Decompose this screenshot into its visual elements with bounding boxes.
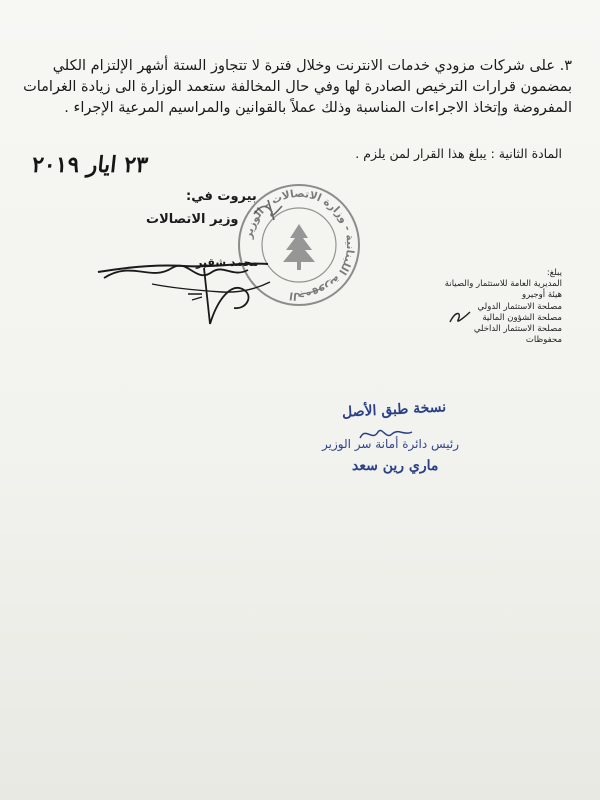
certified-copy-title: نسخة طبق الأصل — [341, 399, 447, 421]
list-item: مصلحة الاستثمار الداخلي — [473, 324, 562, 335]
signer-name: محمد شقير — [196, 256, 259, 269]
body-line: بمضمون قرارات الترخيص الصادرة لها وفي حال المخالفة ستعمد الوزارة الى زيادة الغرامات — [23, 79, 572, 95]
minister-title: وزير الاتصالات — [146, 212, 239, 227]
list-item: محفوظات — [525, 335, 562, 346]
seal-text: الجمهورية اللبنانية - وزارة الاتصالات - الوزير — [242, 187, 357, 303]
list-item: المديرية العامة للاستثمار والصيانة — [444, 279, 562, 290]
body-paragraph — [16, 56, 572, 119]
minister-signature — [92, 238, 282, 328]
initial-mark — [448, 308, 472, 326]
certified-copy-role: رئيس دائرة أمانة سر الوزير — [322, 437, 460, 451]
article-two: المادة الثانية : يبلغ هذا القرار لمن يلزم . — [355, 146, 562, 161]
list-item: مصلحة الشؤون المالية — [482, 312, 562, 323]
body-line: المفروضة وإتخاذ الاجراءات المناسبة وذلك عملاً بالقوانين والمراسيم المرعية الإجراء . — [64, 100, 572, 116]
certified-copy-name: ماري رين سعد — [352, 458, 439, 474]
list-item: مصلحة الاستثمار الدولي — [477, 301, 562, 312]
body-line: ٣. على شركات مزودي خدمات الانترنت وخلال فترة لا تتجاوز الستة أشهر الإلتزام الكلي — [52, 58, 572, 74]
handwritten-date: ٢٣ ايار ٢٠١٩ — [30, 152, 150, 178]
distribution-heading: يبلغ: — [546, 268, 562, 278]
signature-place: بيروت في: — [186, 189, 257, 204]
cedar-icon — [283, 224, 315, 270]
list-item: هيئة أوجيرو — [522, 290, 562, 301]
